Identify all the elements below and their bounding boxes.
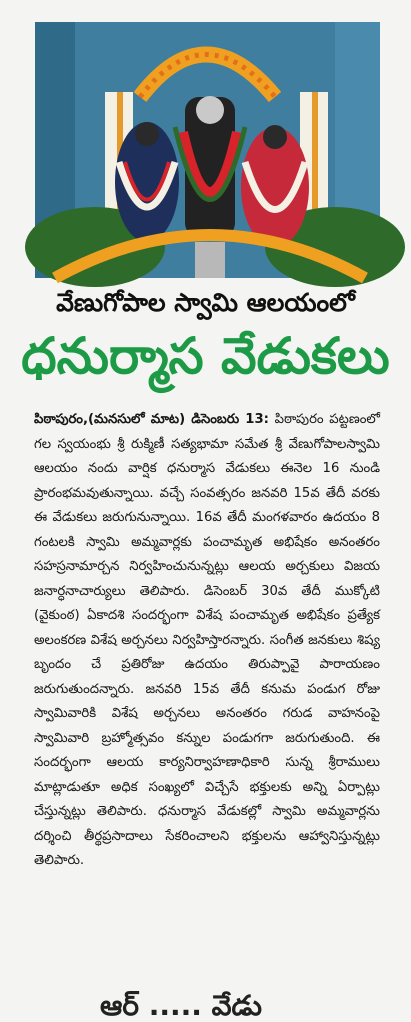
next-article-heading-text: ఆర్ ..... వేడు	[100, 989, 262, 1022]
article-body-text: పిఠాపురం పట్టణంలో గల స్వయంభు శ్రీ రుక్మిణీ సత్యభామా సమేత శ్రీ వేణుగోపాలస్వామి ఆలయం నందు వార్షిక ధనుర్మాస వేడుకలు ఈనెల 16 నుండి ప్రారంభమవుతున్నాయి. వచ్చే సంవత్సరం జనవరి 15వ తేదీ వరకు ఈ వేడుకలు జరుగునున్నాయి. 16వ తేదీ మంగళవారం ఉదయం 8 గంటలకి స్వామి అమ్మవార్లకు పంచామృత అభిషేకం అనంతరం సహస్రనామార్చన నిర్వహించునున్నట్లు ఆలయ అర్చకులు విజయ జనార్ధనాచార్యులు తెలిపారు. డిసెంబర్ 30వ తేదీ ముక్కోటి (వైకుంఠ) ఏకాదశి సందర్భంగా విశేష పంచామృత అభిషేకం ప్రత్యేక అలంకరణ విశేష అర్చనలు నిర్వహిస్తారన్నారు. సంగీత జనకులు శిష్య బృందం చే ప్రతిరోజు ఉదయం తిరుప్పావై పారాయణం జరుగుతుందన్నారు. జనవరి 15వ తేదీ కనుమ పండుగ రోజు స్వామివారికి విశేష అర్చనలు అనంతరం గరుడ వాహనంపై స్వామివారి బ్రహ్మోత్సవం కన్నుల పండుగగా జరుగుతుంది. ఈ సందర్భంగా ఆలయ కార్యనిర్వాహణాధికారి సున్న శ్రీరాములు మాట్లాడుతూ అధిక సంఖ్యలో విచ్చేసే భక్తులకు అన్ని ఏర్పాట్లు చేస్తున్నట్లు తెలిపారు. ధనుర్మాస వేడుకల్లో స్వామి అమ్మవార్లను దర్శించి తీర్థప్రసాదాలు సేకరించాలని భక్తులను ఆహ్వానిస్తున్నట్లు తెలిపారు.	[34, 412, 380, 868]
article-body	[34, 408, 380, 874]
next-article-heading-fragment	[100, 988, 310, 1022]
article-dateline: పిఠాపురం,(మనసులో మాట) డిసెంబరు 13:	[34, 412, 269, 427]
article-subheading: వేణుగోపాల స్వామి ఆలయంలో	[56, 288, 355, 317]
article-headline: ధనుర్మాస వేడుకలు	[21, 327, 390, 385]
temple-deity-photo	[35, 22, 380, 278]
